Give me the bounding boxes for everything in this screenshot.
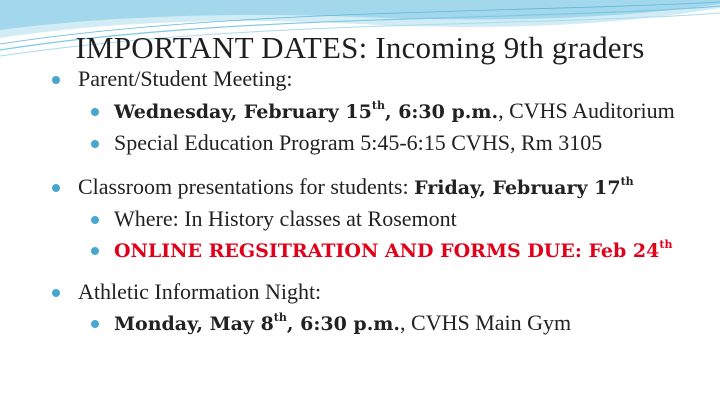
list-subitem-online-registration	[114, 237, 672, 263]
bullet-icon	[52, 184, 60, 192]
list-subitem-special-education	[114, 130, 602, 156]
location-text: , CVHS Auditorium	[498, 98, 675, 123]
list-item-athletic-information-night	[78, 279, 321, 305]
slide-title: IMPORTANT DATES: Incoming 9th graders	[75, 30, 645, 65]
list-subitem-monday	[114, 310, 571, 336]
item-text: Special Education Program 5:45-6:15 CVHS, Rm 3105	[114, 130, 603, 155]
list-subitem-wednesday	[114, 98, 675, 124]
item-heading: Classroom presentations for students:	[78, 174, 415, 199]
bullet-icon	[91, 108, 99, 116]
item-heading: Parent/Student Meeting:	[78, 66, 293, 91]
deadline-text: ONLINE REGSITRATION AND FORMS DUE: Feb 24th	[114, 237, 673, 262]
bullet-icon	[91, 247, 99, 255]
bullet-icon	[91, 320, 99, 328]
bullet-icon	[52, 76, 60, 84]
item-text: Where: In History classes at Rosemont	[114, 206, 457, 231]
item-heading: Athletic Information Night:	[78, 279, 322, 304]
list-item-classroom-presentations	[78, 174, 634, 200]
bullet-icon	[91, 140, 99, 148]
date-text: Friday, February 17th	[414, 174, 634, 199]
date-text: Wednesday, February 15th, 6:30 p.m.	[114, 98, 499, 123]
list-subitem-where	[114, 206, 457, 232]
date-text: Monday, May 8th, 6:30 p.m.	[114, 310, 401, 335]
location-text: , CVHS Main Gym	[400, 310, 572, 335]
bullet-icon	[91, 216, 99, 224]
list-item-parent-student-meeting	[78, 66, 292, 92]
bullet-icon	[52, 289, 60, 297]
